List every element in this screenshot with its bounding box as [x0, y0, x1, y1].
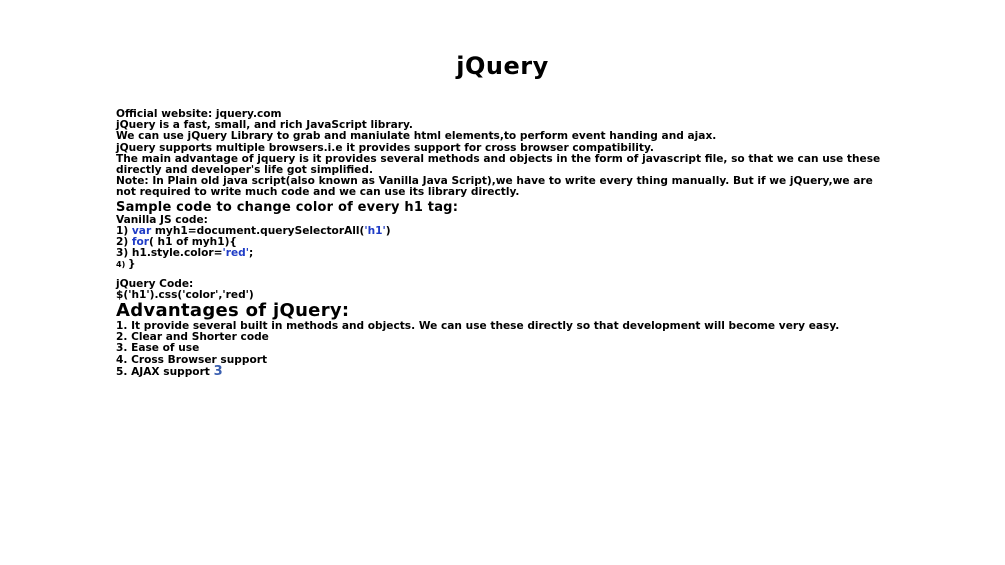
- intro-line-browsers: jQuery supports multiple browsers.i.e it provides support for cross browser compatibility.: [116, 141, 654, 154]
- advantages-heading: Advantages of jQuery:: [116, 300, 350, 322]
- vanilla-js-label: Vanilla JS code:: [116, 213, 208, 226]
- code-text: h1.style.color=: [131, 247, 223, 260]
- code-text: myh1=document.querySelectorAll(: [151, 224, 365, 237]
- advantage-item: 2. Clear and Shorter code: [116, 331, 269, 344]
- slide-body: [116, 109, 886, 378]
- sample-code-heading: Sample code to change color of every h1 tag:: [116, 199, 459, 215]
- jquery-code-label: jQuery Code:: [116, 277, 194, 290]
- intro-line-usage: We can use jQuery Library to grab and maniulate html elements,to perform event handing and ajax.: [116, 130, 717, 143]
- line-number: 4): [116, 260, 129, 270]
- intro-line-website: Official website: jquery.com: [116, 108, 282, 120]
- page-number: 3: [213, 363, 223, 379]
- code-text: }: [128, 258, 136, 271]
- intro-line-advantage: The main advantage of jquery is it provides several methods and objects in the form of javascript file, so that we can use these directly and developer's life got simplified.: [116, 152, 881, 177]
- advantage-item-ajax: [116, 363, 886, 379]
- code-text: ;: [249, 247, 254, 260]
- advantage-item: 4. Cross Browser support: [116, 353, 268, 366]
- keyword-for: for: [131, 236, 150, 249]
- intro-line-note: Note: In Plain old java script(also known as Vanilla Java Script),we have to write every thing manually. But if we jQuery,we are not required to write much code and we can use its library directly.: [116, 175, 873, 199]
- keyword-var: var: [131, 224, 152, 237]
- slide-title: jQuery: [456, 52, 549, 80]
- code-text: ( h1 of myh1){: [149, 236, 237, 249]
- advantage-item-text: 5. AJAX support: [116, 365, 210, 378]
- string-literal: 'h1': [364, 224, 386, 237]
- line-number: 3): [116, 247, 132, 260]
- advantage-item: 1. It provide several built in methods and objects. We can use these directly so that development will become very easy.: [116, 320, 840, 333]
- jquery-code-line: $('h1').css('color','red'): [116, 288, 254, 301]
- vanilla-code-line-3: [116, 248, 886, 259]
- spacer: [116, 271, 886, 279]
- line-number: 1): [116, 224, 132, 237]
- string-literal: 'red': [222, 247, 250, 260]
- line-number: 2): [116, 236, 132, 249]
- vanilla-code-line-4: [116, 259, 886, 270]
- intro-line-description: jQuery is a fast, small, and rich JavaScript library.: [116, 119, 413, 132]
- advantage-item: 3. Ease of use: [116, 342, 200, 355]
- code-text: ): [385, 224, 391, 237]
